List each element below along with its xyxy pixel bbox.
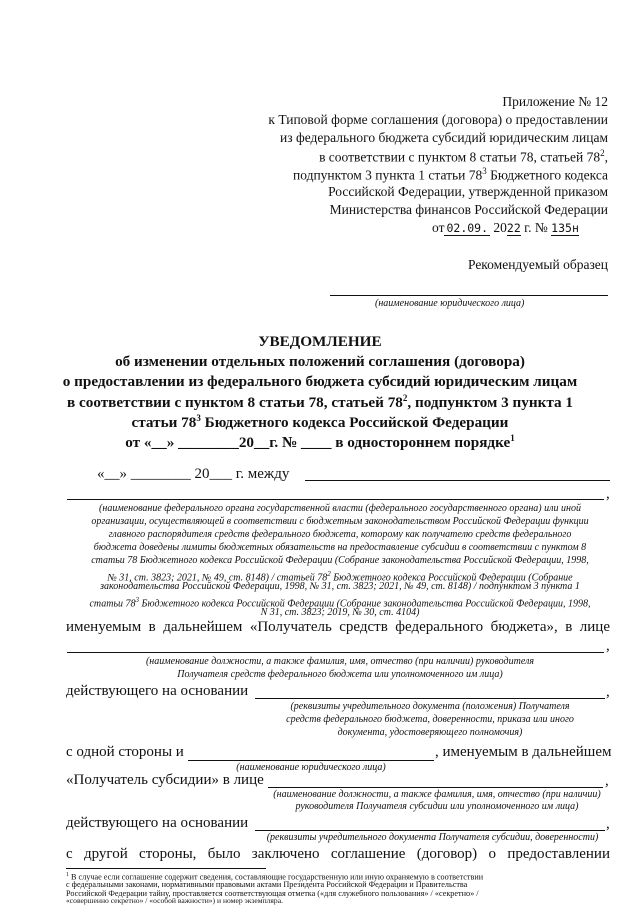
org-caption-line-7: законодательства Российской Федерации, 1998, № 31, ст. 3823; 2021, № 49, ст. 8148) / подпунктом 3 пункта 1 bbox=[100, 581, 580, 592]
subsidy-recipient-label: «Получатель субсидии» в лице bbox=[66, 772, 264, 788]
org-caption-line-5: статьи 78 Бюджетного кодекса Российской Федерации (Собрание законодательства Российской Федерации, 1998, bbox=[91, 555, 589, 566]
org-caption-line-4: бюджета доведены лимиты бюджетных обязательств на предоставление субсидии в соответствии с пунктом 8 bbox=[93, 542, 587, 553]
footnote-line-3: Российской Федерации тайну, проставляется соответствующая отметка («для служебного пользования» / «секретно» / bbox=[66, 889, 479, 898]
footnote-line-4: «совершенно секретно» / «особой важности») и номер экземпляра. bbox=[66, 896, 283, 905]
between-date: «__» ________ 20___ г. между bbox=[97, 466, 290, 482]
notice-title: УВЕДОМЛЕНИЕ bbox=[258, 333, 382, 350]
org-caption-line-1: (наименование федерального органа государственной власти (федерального государственного органа) или иной bbox=[99, 503, 581, 514]
sub-caption-2: руководителя Получателя субсидии или уполномоченного им лица) bbox=[295, 801, 579, 812]
legal-entity-underline bbox=[188, 760, 434, 761]
legal-entity-caption: (наименование юридического лица) bbox=[236, 762, 386, 773]
doc-caption-3: документа, удостоверяющего полномочия) bbox=[337, 727, 523, 738]
sub-caption-1: (наименование должности, а также фамилия, имя, отчество (при наличии) bbox=[273, 789, 601, 800]
acting-basis-label: действующего на основании bbox=[66, 683, 249, 699]
position-caption-2: Получателя средств федерального бюджета или уполномоченного им лица) bbox=[177, 669, 503, 680]
org-caption-line-8: статьи $78^3$ Бюджетного кодекса Российской Федерации (Собрание законодательства Российской Федерации, 1998, bbox=[89, 596, 591, 610]
notice-line-4: статьи $78^3$ Бюджетного кодекса Российской Федерации bbox=[131, 413, 509, 432]
acting-basis-2-underline bbox=[255, 830, 605, 831]
named-recipient-text: именуемым в дальнейшем «Получатель средств федерального бюджета», в лице bbox=[66, 619, 610, 635]
appendix-line-1: к Типовой форме соглашения (договора) о предоставлении bbox=[268, 112, 608, 127]
between-underline-1 bbox=[305, 480, 610, 481]
notice-line-5: от «__» ________20__г. № ____ в одностороннем порядке$^1$ bbox=[125, 433, 515, 452]
named-after-label: , именуемым в дальнейшем bbox=[435, 744, 612, 760]
footnote-line-1: $^1$ В случае если соглашение содержит сведения, составляющие государственную или иную охраняемую в соответствии bbox=[66, 872, 484, 882]
subsidy-recipient-underline bbox=[268, 787, 603, 788]
appendix-date: от 02.09. 2022 г. № 135н bbox=[432, 220, 579, 235]
appendix-line-4: подпунктом 3 пункта 1 статьи $78^3$ Бюджетного кодекса bbox=[292, 166, 608, 183]
appendix-line-2: из федерального бюджета субсидий юридическим лицам bbox=[280, 130, 608, 145]
recipient-underline bbox=[330, 295, 608, 296]
subsidy-recipient-comma: , bbox=[605, 773, 609, 789]
acting-basis-underline bbox=[255, 698, 605, 699]
doc-caption-1: (реквизиты учредительного документа (положения) Получателя bbox=[290, 701, 570, 712]
recipient-caption: (наименование юридического лица) bbox=[375, 298, 525, 309]
appendix-title: Приложение № 12 bbox=[502, 94, 608, 109]
position-comma: , bbox=[606, 638, 610, 654]
org-caption-line-2: организации, осуществляющей в соответствии с бюджетным законодательством Российской Федерации функции bbox=[91, 516, 589, 527]
recommended-sample: Рекомендуемый образец bbox=[467, 257, 608, 272]
notice-line-3: в соответствии с пунктом 8 статьи 78, статьей $78^2$, подпунктом 3 пункта 1 bbox=[66, 393, 574, 412]
position-underline bbox=[67, 652, 604, 653]
acting-basis-2-label: действующего на основании bbox=[66, 815, 249, 831]
acting-basis-comma: , bbox=[606, 684, 610, 700]
between-underline-2 bbox=[67, 499, 604, 500]
org-caption-line-3: главного распорядителя средств федерального бюджета, которому как получателю средств федерального bbox=[108, 529, 572, 540]
appendix-line-5: Российской Федерации, утвержденной приказом bbox=[328, 184, 608, 199]
between-comma: , bbox=[606, 486, 610, 502]
appendix-line-6: Министерства финансов Российской Федерации bbox=[329, 202, 608, 217]
doc-caption-2: средств федерального бюджета, доверенности, приказа или иного bbox=[286, 714, 574, 725]
footnote-line-2: с федеральными законами, нормативными правовыми актами Президента Российской Федерации и Правительства bbox=[66, 880, 468, 889]
notice-line-1: об изменении отдельных положений соглашения (договора) bbox=[115, 353, 525, 370]
appendix-line-3: в соответствии с пунктом 8 статьи 78, статьей $78^2$, bbox=[319, 148, 608, 165]
acting-basis-2-comma: , bbox=[606, 816, 610, 832]
footnote-separator bbox=[66, 868, 266, 869]
org-caption-line-6: № 31, ст. 3823; 2021, № 49, ст. 8148) / статьей $78^2$ Бюджетного кодекса Российской Федерации (Собрание bbox=[107, 570, 573, 584]
sub-doc-caption: (реквизиты учредительного документа Получателя субсидии, доверенности) bbox=[266, 832, 599, 843]
org-caption-line-9: N 31, ст. 3823; 2019, № 30, ст. 4104) bbox=[260, 607, 420, 618]
position-caption-1: (наименование должности, а также фамилия, имя, отчество (при наличии) руководителя bbox=[145, 656, 535, 667]
other-side-text: с другой стороны, было заключено соглашение (договор) о предоставлении bbox=[66, 846, 610, 862]
one-side-label: с одной стороны и bbox=[66, 744, 184, 760]
notice-line-2: о предоставлении из федерального бюджета субсидий юридическим лицам bbox=[62, 373, 578, 390]
